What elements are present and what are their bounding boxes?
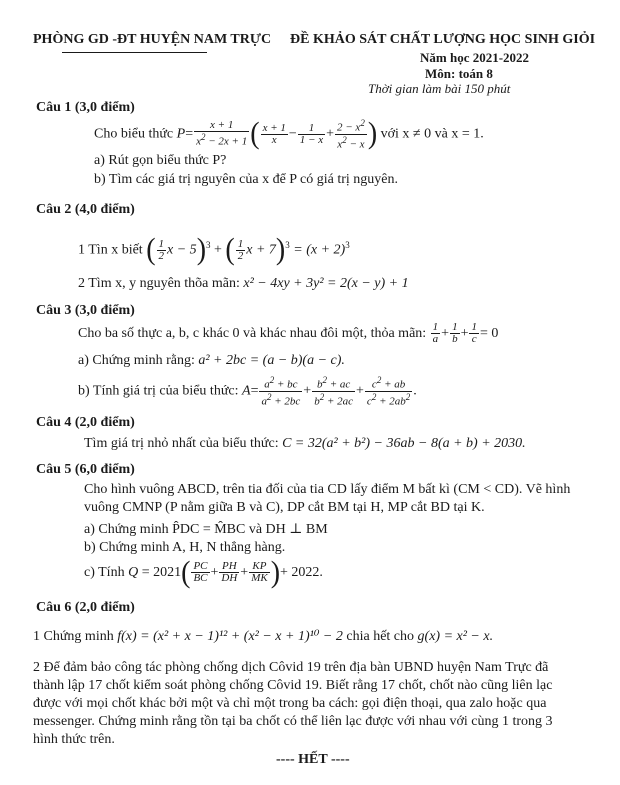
q6-part1-g: g(x) = x² − x. [417,629,494,644]
q1-title: Câu 1 (3,0 điểm) [36,100,135,115]
q6-part2-line5: hình thức trên. [33,732,115,747]
q5-part-b: b) Chứng minh A, H, N thẳng hàng. [84,540,286,555]
school-year: Năm học 2021-2022 [420,50,530,65]
q3-part-b: b) Tính giá trị của biểu thức: A= $\frac{a^2 + bc}{a^2 + 2bc}$ + $\frac{b^2 + ac}{b^2 + 2ac}$ + $\frac{c^2 + ab}{c^2 + 2ab^2}$ . [78,375,417,408]
q5-line2: vuông CMNP (P nằm giữa B và C), DP cắt BM tại H, MP cắt BD tại K. [84,500,485,515]
exam-title: ĐỀ KHẢO SÁT CHẤT LƯỢNG HỌC SINH GIỎI [290,32,596,47]
q3-part-b-text: b) Tính giá trị của biểu thức: [78,383,239,399]
q3-part-a-text: a) Chứng minh rằng: [78,353,195,368]
q6-part1-label: 1 Chứng minh [33,629,114,644]
time-limit: Thời gian làm bài 150 phút [368,81,511,96]
q5-part-c-text: c) Tính [84,565,125,580]
q6-part2-line3: được với mọi chốt khác bởi một và chỉ một trong ba cách: gọi điện thoại, qua zalo hoặc qua [33,696,547,711]
q5-line1: Cho hình vuông ABCD, trên tia đối của tia CD lấy điểm M bất kì (CM < CD). Vẽ hình [84,482,571,497]
q4-text [84,436,526,452]
subject: Môn: toán 8 [425,66,493,81]
q2-part1-label: 1 Tìn x biết [78,242,143,258]
q2-part1: 1 Tìn x biết ( $\frac{1}{2}$ x − 5)$^3$ + ( $\frac{1}{2}$ $x + 7)^3 = (x + 2)^3$ [78,232,350,267]
q6-part2-line4: messenger. Chứng minh rằng tồn tại ba chốt có thể liên lạc được với nhau với cùng 1 trong 3 [33,714,553,729]
q3-intro: Cho ba số thực a, b, c khác 0 và khác nhau đôi một, thỏa mãn: $\frac{1}{a}$ + $\frac{1}{b}$ + $\frac{1}{c}$ = 0 [78,321,499,346]
q6-part2-line1: 2 Để đảm bảo công tác phòng chống dịch Côvid 19 trên địa bàn UBND huyện Nam Trực đã [33,660,549,675]
q2-title: Câu 2 (4,0 điểm) [36,202,135,217]
q6-part2-line2: thành lập 17 chốt kiểm soát phòng chống Côvid 19. Biết rằng 17 chốt, chốt nào cũng liên lạc [33,678,553,693]
q6-part1 [33,628,493,645]
q6-part1-f: f(x) = (x² + x − 1)¹² + (x² − x + 1)¹⁰ − 2 [117,629,343,644]
q2-part2 [78,276,409,292]
q1-condition: với x ≠ 0 và x = 1. [380,126,484,142]
q1-intro: Cho biểu thức [94,126,174,142]
q4-eq: C = 32(a² + b²) − 36ab − 8(a + b) + 2030. [282,436,526,451]
header-underline [62,52,207,53]
q1-expression: Cho biểu thức P= $\frac{x + 1}{x^2 - 2x + 1}$ ( $\frac{x + 1}{x}$ − $\frac{1}{1 - x}$ + $\frac{2 - x^2}{x^2 - x}$ ) với x ≠ 0 và x = 1. [94,116,484,151]
q3-title: Câu 3 (3,0 điểm) [36,303,135,318]
q5-part-a: a) Chứng minh P̂DC = M̂BC và DH ⊥ BM [84,522,328,537]
q1-part-b: b) Tìm các giá trị nguyên của x để P có giá trị nguyên. [94,172,399,187]
end-marker: ---- HẾT ---- [276,752,350,767]
q4-text-body: Tìm giá trị nhỏ nhất của biểu thức: [84,436,279,451]
q1-part-a: a) Rút gọn biểu thức P? [94,153,227,168]
q4-title: Câu 4 (2,0 điểm) [36,415,135,430]
department-header: PHÒNG GD -ĐT HUYỆN NAM TRỰC [33,32,272,47]
q3-part-a [78,353,345,369]
q5-part-c: c) Tính Q = 2021( $\frac{PC}{BC}$ + $\frac{PH}{DH}$ + $\frac{KP}{MK}$ )+ 2022. [84,555,323,590]
q3-part-a-eq: a² + 2bc = (a − b)(a − c). [198,353,345,368]
q5-title: Câu 5 (6,0 điểm) [36,462,135,477]
q2-part2-eq: x² − 4xy + 3y² = 2(x − y) + 1 [243,276,409,291]
q2-part1-rhs: = (x + 2) [293,242,346,258]
q3-intro-text: Cho ba số thực a, b, c khác 0 và khác nhau đôi một, thỏa mãn: [78,326,427,341]
q2-part2-text: 2 Tìm x, y nguyên thõa mãn: [78,276,240,291]
q6-part1-mid: chia hết cho [346,629,415,644]
q6-title: Câu 6 (2,0 điểm) [36,600,135,615]
